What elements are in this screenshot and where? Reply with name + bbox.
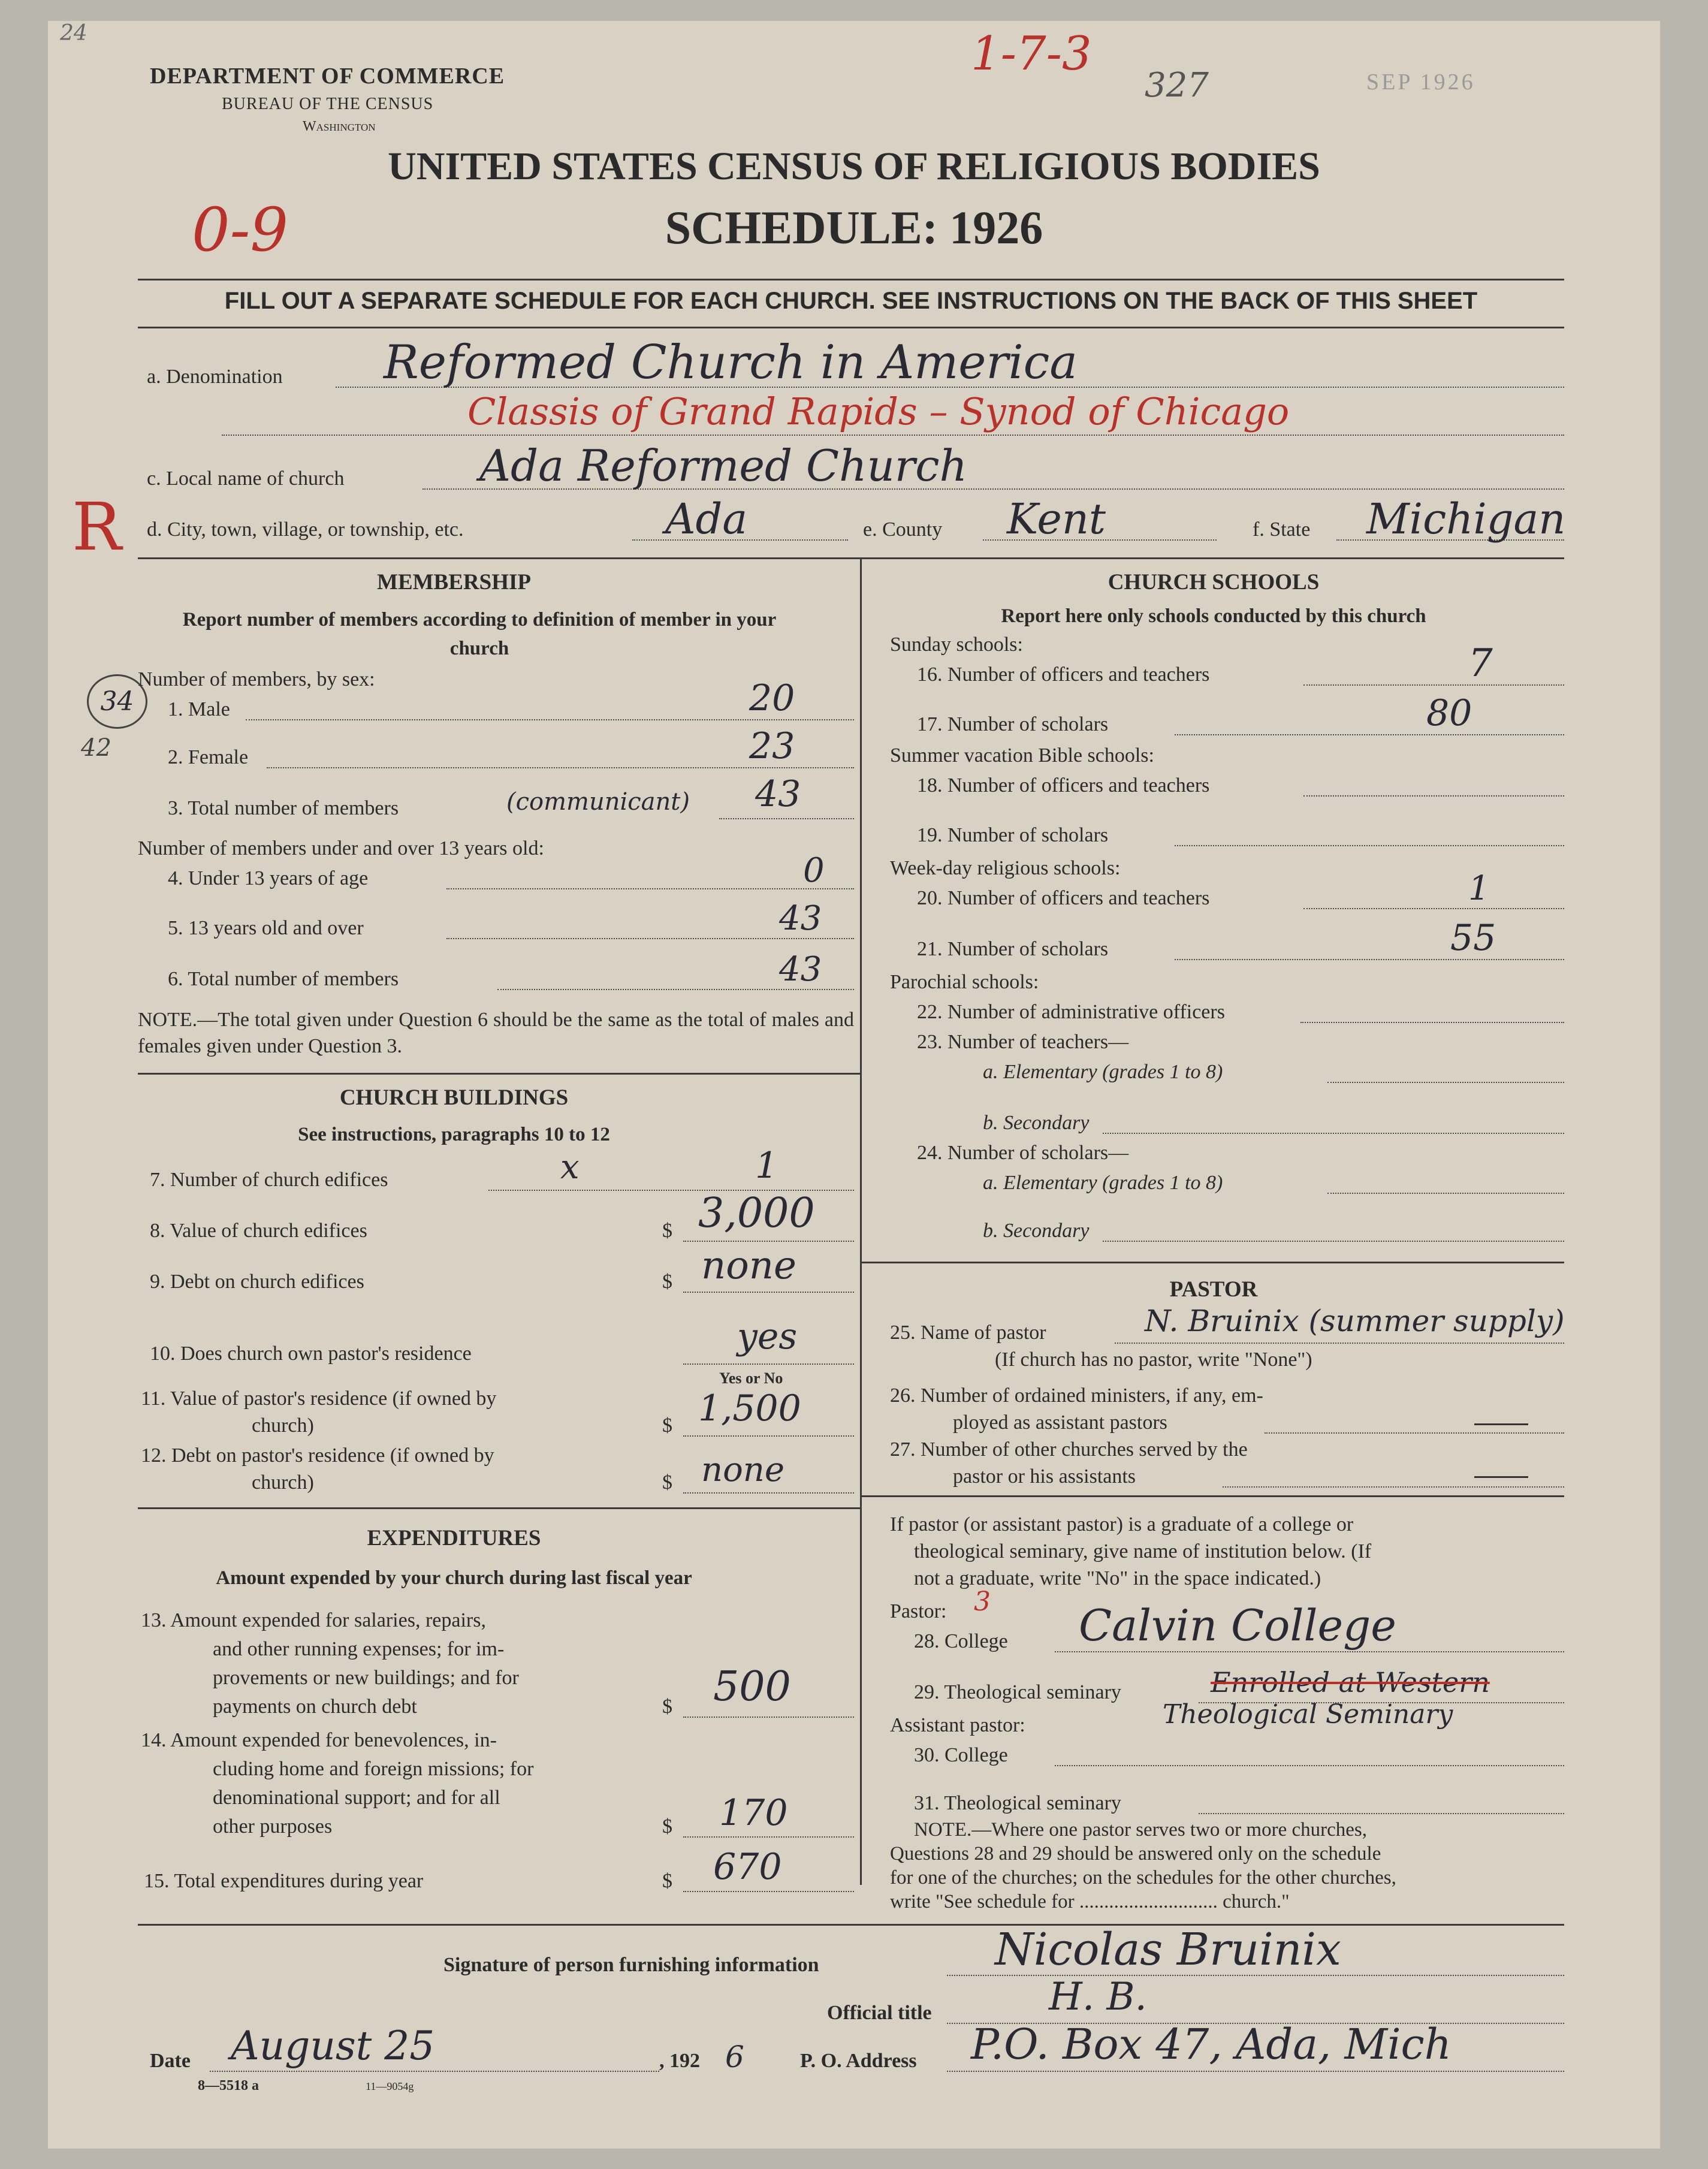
q13-dollar: $: [662, 1696, 672, 1718]
bureau-city: Washington: [303, 119, 376, 134]
q1-line: [246, 719, 854, 720]
q24b-line: [1103, 1241, 1564, 1242]
q10-label: 10. Does church own pastor's residence: [150, 1343, 472, 1365]
q30-label: 30. College: [914, 1744, 1008, 1766]
q9-label: 9. Debt on church edifices: [150, 1271, 364, 1293]
city-value[interactable]: Ada: [665, 494, 748, 544]
form-title: UNITED STATES CENSUS OF RELIGIOUS BODIES: [388, 144, 1320, 188]
q17-label: 17. Number of scholars: [917, 713, 1109, 735]
denomination-line-2: [222, 435, 1564, 436]
q16-label: 16. Number of officers and teachers: [917, 663, 1210, 686]
q26-label-2: ployed as assistant pastors: [953, 1411, 1167, 1434]
q18-label: 18. Number of officers and teachers: [917, 774, 1210, 797]
q8-line: [683, 1241, 854, 1242]
q9-dollar: $: [662, 1271, 672, 1293]
q10-line: [683, 1363, 854, 1365]
q23b-label: b. Secondary: [983, 1112, 1090, 1134]
red-code-top: 1-7-3: [971, 27, 1092, 81]
date-line: [210, 2071, 659, 2072]
pastor-note-4: write "See schedule for ............................ church.": [890, 1891, 1290, 1912]
identity-rule: [138, 557, 1564, 559]
q3-value[interactable]: 43: [755, 773, 801, 815]
schedule-year: SCHEDULE: 1926: [665, 201, 1043, 254]
q7-mark: x: [560, 1148, 580, 1187]
q25-line: [1115, 1343, 1564, 1344]
q26-dash: [1474, 1423, 1528, 1425]
q23b-line: [1103, 1133, 1564, 1134]
q21-line: [1175, 959, 1564, 960]
q11-line: [683, 1435, 854, 1437]
footer-rule: [138, 1924, 1564, 1926]
summer-schools-label: Summer vacation Bible schools:: [890, 744, 1154, 767]
age-header: Number of members under and over 13 years old:: [138, 837, 544, 859]
city-label: d. City, town, village, or township, etc.: [147, 518, 464, 541]
form-number: 8—5518 a: [198, 2078, 259, 2093]
q27-line: [1223, 1486, 1564, 1488]
pastor-note-3: for one of the churches; on the schedules for the other churches,: [890, 1867, 1396, 1889]
q19-line: [1175, 845, 1564, 846]
pastor-rule: [860, 1495, 1564, 1497]
circled-number: 34: [87, 674, 147, 729]
q1-label: 1. Male: [168, 698, 230, 720]
q14-dollar: $: [662, 1815, 672, 1838]
q5-line: [446, 938, 854, 939]
q13-line-4: payments on church debt: [213, 1696, 417, 1718]
assistant-pastor-label: Assistant pastor:: [890, 1714, 1025, 1736]
q20-label: 20. Number of officers and teachers: [917, 887, 1210, 909]
code-327: 327: [1145, 66, 1209, 105]
q19-label: 19. Number of scholars: [917, 824, 1109, 846]
q14-value-line: [683, 1836, 854, 1838]
header-rule-bottom: [138, 327, 1564, 328]
pastor-label: Pastor:: [890, 1600, 947, 1622]
signature-label: Signature of person furnishing information: [443, 1954, 819, 1976]
q15-value-line: [683, 1891, 854, 1892]
q4-value[interactable]: 0: [803, 851, 825, 890]
graduate-instruction-3: not a graduate, write "No" in the space indicated.): [914, 1567, 1321, 1589]
q23-label: 23. Number of teachers—: [917, 1031, 1129, 1053]
address-value[interactable]: P.O. Box 47, Ada, Mich: [971, 2020, 1452, 2069]
q12-label-2: church): [252, 1471, 314, 1494]
graduate-instruction-2: theological seminary, give name of institution below. (If: [914, 1540, 1372, 1562]
q25-note: (If church has no pastor, write "None"): [995, 1349, 1312, 1371]
q25-label: 25. Name of pastor: [890, 1322, 1046, 1344]
q24b-label: b. Secondary: [983, 1220, 1090, 1242]
q14-line-1: 14. Amount expended for benevolences, in-: [141, 1729, 497, 1751]
date-label: Date: [150, 2050, 191, 2072]
q11-value[interactable]: 1,500: [698, 1387, 801, 1429]
q28-label: 28. College: [914, 1630, 1008, 1652]
q22-line: [1300, 1022, 1564, 1023]
q2-value[interactable]: 23: [749, 725, 795, 767]
header-rule-top: [138, 279, 1564, 280]
q13-line-3: provements or new buildings; and for: [213, 1667, 519, 1689]
state-value[interactable]: Michigan: [1366, 494, 1566, 544]
q8-label: 8. Value of church edifices: [150, 1220, 367, 1242]
expenditures-subheading: Amount expended by your church during last fiscal year: [216, 1567, 692, 1589]
q30-line: [1055, 1765, 1564, 1766]
q5-label: 5. 13 years old and over: [168, 917, 364, 939]
q11-dollar: $: [662, 1414, 672, 1437]
q13-line-2: and other running expenses; for im-: [213, 1638, 505, 1660]
q14-line-3: denominational support; and for all: [213, 1787, 500, 1809]
county-label: e. County: [863, 518, 943, 541]
q18-line: [1303, 795, 1564, 797]
q14-line-4: other purposes: [213, 1815, 333, 1838]
year-suffix[interactable]: 6: [725, 2040, 744, 2074]
buildings-rule: [138, 1507, 860, 1509]
q24-label: 24. Number of scholars—: [917, 1142, 1129, 1164]
q5-value[interactable]: 43: [779, 899, 822, 938]
fill-instruction: FILL OUT A SEPARATE SCHEDULE FOR EACH CHURCH. SEE INSTRUCTIONS ON THE BACK OF THIS SHEET: [224, 288, 1478, 314]
red-code-09: 0-9: [192, 195, 289, 265]
membership-note: NOTE.—The total given under Question 6 should be the same as the total of males and females given under Question 3.: [138, 1009, 854, 1057]
membership-rule: [138, 1073, 860, 1075]
address-line: [947, 2071, 1564, 2072]
q17-line: [1175, 734, 1564, 735]
q24a-label: a. Elementary (grades 1 to 8): [983, 1172, 1223, 1194]
q21-label: 21. Number of scholars: [917, 938, 1109, 960]
print-number: 11—9054g: [366, 2080, 414, 2092]
yes-no-hint: Yes or No: [719, 1369, 783, 1387]
note-42: 42: [81, 734, 111, 762]
expenditures-heading: EXPENDITURES: [367, 1526, 541, 1550]
state-label: f. State: [1253, 518, 1311, 541]
received-stamp: SEP 1926: [1366, 70, 1475, 95]
q29-label: 29. Theological seminary: [914, 1681, 1121, 1703]
q26-label-1: 26. Number of ordained ministers, if any, em-: [890, 1384, 1263, 1407]
q27-label-1: 27. Number of other churches served by the: [890, 1438, 1248, 1461]
address-label: P. O. Address: [800, 2050, 917, 2072]
red-mark-r: R: [72, 488, 122, 565]
schools-heading: CHURCH SCHOOLS: [1108, 570, 1320, 595]
graduate-instruction-1: If pastor (or assistant pastor) is a graduate of a college or: [890, 1513, 1354, 1536]
census-schedule-sheet: [48, 21, 1660, 2149]
q1-value[interactable]: 20: [749, 677, 795, 719]
q4-line: [446, 888, 854, 889]
q6-line: [497, 989, 854, 990]
q12-label-1: 12. Debt on pastor's residence (if owned by: [141, 1444, 494, 1467]
membership-subheading: Report number of members according to definition of member in your church: [182, 609, 777, 659]
q16-value[interactable]: 7: [1468, 641, 1493, 686]
q13-line-1: 13. Amount expended for salaries, repairs,: [141, 1609, 486, 1631]
q22-label: 22. Number of administrative officers: [917, 1001, 1225, 1023]
q16-line: [1303, 684, 1564, 686]
official-title-label: Official title: [827, 2002, 932, 2024]
q3-line: [719, 818, 854, 819]
q12-value[interactable]: none: [701, 1450, 784, 1489]
q13-value[interactable]: 500: [713, 1663, 791, 1711]
q10-value[interactable]: yes: [737, 1316, 798, 1357]
q11-label-2: church): [252, 1414, 314, 1437]
q7-value[interactable]: 1: [755, 1145, 778, 1187]
weekday-schools-label: Week-day religious schools:: [890, 857, 1121, 879]
q9-value[interactable]: none: [701, 1244, 796, 1288]
pastor-note-2: Questions 28 and 29 should be answered only on the schedule: [890, 1843, 1381, 1865]
q6-label: 6. Total number of members: [168, 968, 399, 990]
bureau-name: BUREAU OF THE CENSUS: [222, 95, 434, 113]
q29-value-line-2[interactable]: Theological Seminary: [1163, 1699, 1453, 1730]
q8-dollar: $: [662, 1220, 672, 1242]
pastor-annotation: 3: [974, 1586, 991, 1617]
q2-label: 2. Female: [168, 746, 249, 768]
column-divider: [860, 557, 862, 1885]
q15-dollar: $: [662, 1870, 672, 1892]
q15-value[interactable]: 670: [713, 1846, 782, 1888]
local-name-value[interactable]: Ada Reformed Church: [479, 441, 967, 491]
q3-note: (communicant): [506, 788, 690, 816]
q28-line: [1055, 1651, 1564, 1652]
q3-label: 3. Total number of members: [168, 797, 399, 819]
q31-line: [1199, 1813, 1564, 1814]
classis-value[interactable]: Classis of Grand Rapids – Synod of Chicago: [467, 390, 1290, 433]
q20-value[interactable]: 1: [1468, 869, 1490, 908]
q12-dollar: $: [662, 1471, 672, 1494]
q26-line: [1265, 1432, 1564, 1434]
q9-line: [683, 1292, 854, 1293]
department-name: DEPARTMENT OF COMMERCE: [150, 64, 505, 89]
q14-value[interactable]: 170: [719, 1792, 788, 1834]
schools-subheading: Report here only schools conducted by this church: [1001, 605, 1426, 627]
q27-label-2: pastor or his assistants: [953, 1465, 1136, 1488]
denomination-label: a. Denomination: [147, 366, 283, 388]
q31-label: 31. Theological seminary: [914, 1792, 1121, 1814]
pastor-note-1: NOTE.—Where one pastor serves two or more churches,: [914, 1819, 1367, 1841]
q27-dash: [1474, 1476, 1528, 1478]
q20-line: [1303, 908, 1564, 909]
signature-value[interactable]: Nicolas Bruinix: [995, 1924, 1341, 1975]
date-value[interactable]: August 25: [231, 2023, 435, 2069]
q12-line: [683, 1492, 854, 1494]
corner-mark: 24: [60, 21, 87, 46]
q23a-line: [1327, 1082, 1564, 1083]
local-name-label: c. Local name of church: [147, 467, 345, 490]
q11-label-1: 11. Value of pastor's residence (if owned by: [141, 1387, 497, 1410]
buildings-heading: CHURCH BUILDINGS: [339, 1085, 569, 1110]
q21-value[interactable]: 55: [1450, 917, 1496, 959]
q23a-label: a. Elementary (grades 1 to 8): [983, 1061, 1223, 1083]
year-prefix: , 192: [659, 2050, 700, 2072]
q6-value[interactable]: 43: [779, 950, 822, 989]
parochial-schools-label: Parochial schools:: [890, 971, 1039, 993]
q15-label: 15. Total expenditures during year: [144, 1870, 424, 1892]
by-sex-label: Number of members, by sex:: [138, 668, 375, 690]
q4-label: 4. Under 13 years of age: [168, 867, 369, 889]
county-value[interactable]: Kent: [1007, 494, 1106, 544]
q24a-line: [1327, 1193, 1564, 1194]
q28-value[interactable]: Calvin College: [1079, 1600, 1396, 1651]
q2-line: [267, 767, 854, 768]
schools-rule: [860, 1262, 1564, 1263]
q25-value[interactable]: N. Bruinix (summer supply): [1145, 1304, 1565, 1338]
q14-line-2: cluding home and foreign missions; for: [213, 1758, 534, 1780]
sunday-schools-label: Sunday schools:: [890, 633, 1023, 656]
q8-value[interactable]: 3,000: [698, 1190, 815, 1237]
denomination-value[interactable]: Reformed Church in America: [384, 336, 1078, 390]
membership-heading: MEMBERSHIP: [377, 570, 531, 595]
q29-value[interactable]: Enrolled at Western: [1211, 1666, 1490, 1699]
q7-label: 7. Number of church edifices: [150, 1169, 388, 1191]
q17-value[interactable]: 80: [1426, 692, 1472, 734]
q13-value-line: [683, 1717, 854, 1718]
official-title-value[interactable]: H. B.: [1049, 1975, 1147, 2019]
pastor-heading: PASTOR: [1169, 1277, 1258, 1302]
buildings-subheading: See instructions, paragraphs 10 to 12: [298, 1124, 610, 1145]
